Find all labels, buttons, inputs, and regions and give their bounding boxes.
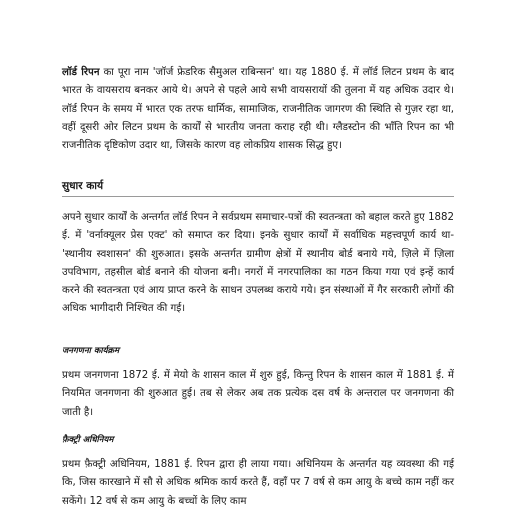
intro-paragraph	[62, 64, 454, 155]
intro-lead-term: लॉर्ड रिपन	[62, 67, 100, 78]
section-divider	[62, 196, 454, 197]
factory-paragraph: प्रथम फ़ैक्ट्री अधिनियम, 1881 ई. रिपन द्वारा ही लाया गया। अधिनियम के अन्तर्गत यह व्यवस्था की गई कि, जिस कारखाने में सौ से अधिक श्रमिक कार्य करते हैं, वहाँ पर 7 वर्ष से कम आयु के बच्चे काम नहीं कर सकेंगे। 12 वर्ष से कम आयु के बच्चों के लिए काम	[62, 459, 454, 507]
intro-text: का पूरा नाम 'जॉर्ज फ्रेडरिक सैमुअल राबिन्सन' था। यह 1880 ई. में लॉर्ड लिटन प्रथम के बाद भारत के वायसराय बनकर आये थे। अपने से पहले आये सभी वायसरायों की तुलना में यह अधिक उदार थे। लॉर्ड रिपन के समय में भारत एक तरफ धार्मिक, सामाजिक, राजनीतिक जागरण की स्थिति से गुज़र रहा था, वहीं दूसरी ओर लिटन प्रथम के कार्यों से भारतीय जनता कराह रही थी। ग्लैडस्टोन की भाँति रिपन का भी राजनीतिक दृष्टिकोण उदार था, जिसके कारण वह लोकप्रिय शासक सिद्ध हुए।	[62, 67, 454, 152]
section-heading-reforms: सुधार कार्य	[62, 180, 104, 192]
section-heading-factory-act: फ़ैक्ट्री अधिनियम	[62, 435, 114, 445]
census-paragraph: प्रथम जनगणना 1872 ई. में मेयो के शासन काल में शुरु हुई, किन्तु रिपन के शासन काल में 1881 ई. में नियमित जनगणना की शुरुआत हुई। तब से लेकर अब तक प्रत्येक दस वर्ष के अन्तराल पर जनगणना की जाती है।	[62, 370, 454, 418]
reforms-paragraph: अपने सुधार कार्यों के अन्तर्गत लॉर्ड रिपन ने सर्वप्रथम समाचार-पत्रों की स्वतन्त्रता को बहाल करते हुए 1882 ई. में 'वर्नाक्यूलर प्रेस एक्ट' को समाप्त कर दिया। इनके सुधार कार्यों में सर्वाधिक महत्त्वपूर्ण कार्य था- 'स्थानीय स्वशासन' की शुरुआत। इसके अन्तर्गत ग्रामीण क्षेत्रों में स्थानीय बोर्ड बनाये गये, ज़िले में ज़िला उपविभाग, तहसील बोर्ड बनाने की योजना बनी। नगरों में नगरपालिका का गठन किया गया एवं इन्हें कार्य करने की स्वतन्त्रता एवं आय प्राप्त करने के साधन उपलब्ध कराये गये। इन संस्थाओं में गैर सरकारी लोगों की अधिक भागीदारी निश्चित की गई।	[62, 212, 454, 315]
section-heading-census: जनगणना कार्यक्रम	[62, 346, 120, 356]
